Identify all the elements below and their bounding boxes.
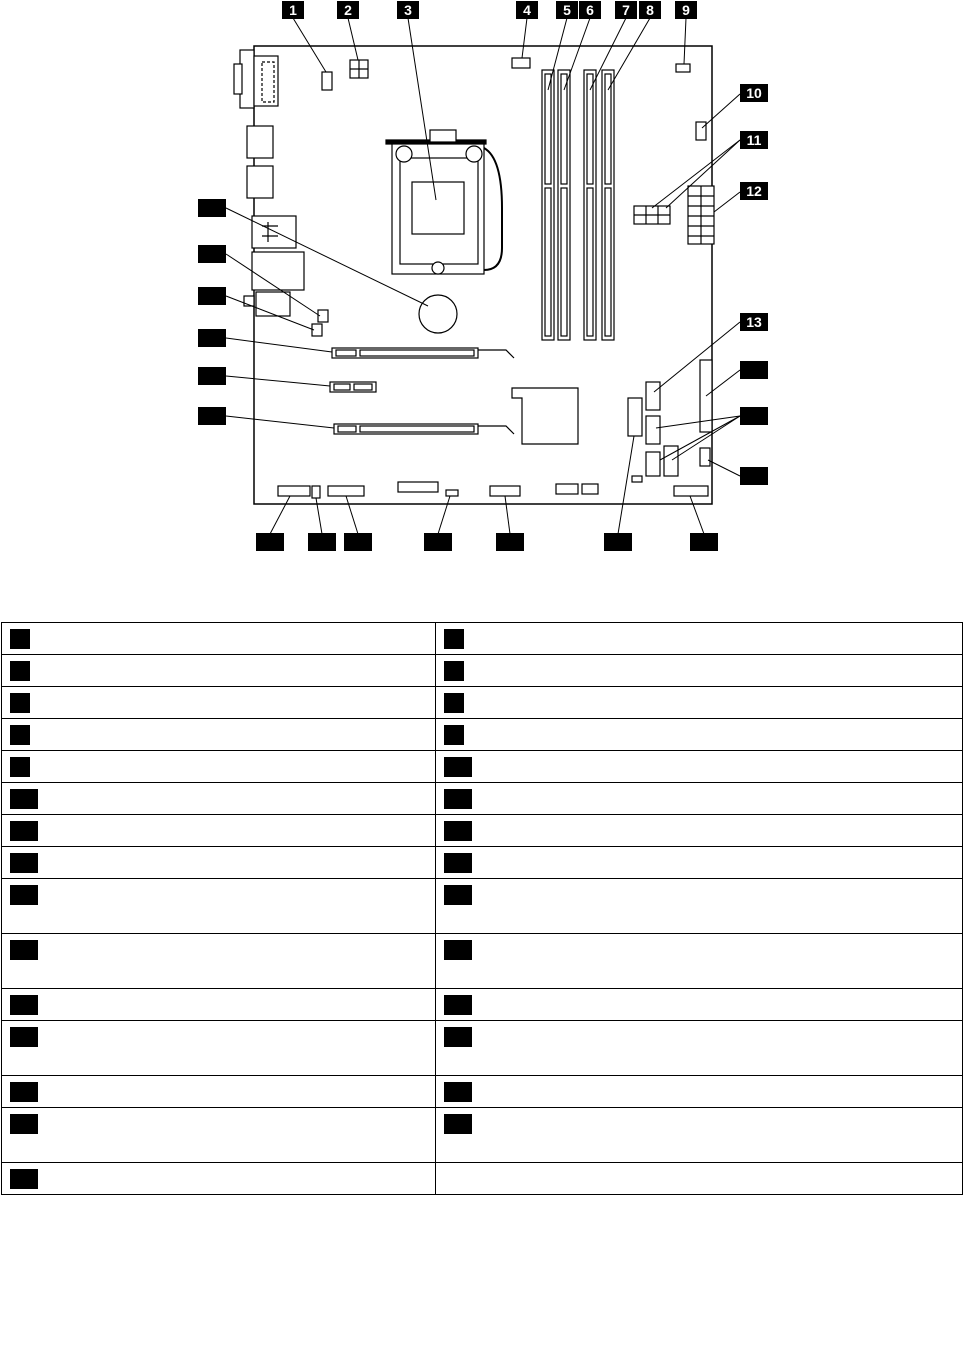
table-cell: [2, 687, 436, 719]
callout-badge: [198, 199, 226, 217]
table-row: [2, 1163, 963, 1195]
callout-number: [444, 789, 472, 809]
callout-label: 6: [586, 2, 594, 18]
callout-number: [10, 1114, 38, 1134]
table-row: [2, 719, 963, 751]
table-cell: [2, 1021, 436, 1076]
table-cell: [2, 1108, 436, 1163]
table-cell: [2, 934, 436, 989]
callout-number: [10, 940, 38, 960]
callout-badge: [740, 407, 768, 425]
callout-number: [10, 885, 38, 905]
callout-label: 3: [404, 2, 412, 18]
table-cell: [436, 1108, 963, 1163]
callout-badge: [740, 467, 768, 485]
callout-number: [444, 940, 472, 960]
callout-number: [10, 757, 30, 777]
callouts-left: [198, 199, 226, 425]
table-cell: [2, 719, 436, 751]
callout-label: 10: [746, 85, 762, 101]
table-cell: [2, 751, 436, 783]
callout-badge: [690, 533, 718, 551]
callout-number: [10, 1082, 38, 1102]
empty-table-cell: [436, 1163, 963, 1195]
table-cell: [436, 847, 963, 879]
callout-number: [10, 661, 30, 681]
table-row: [2, 1076, 963, 1108]
callout-number: [10, 821, 38, 841]
table-cell: [2, 623, 436, 655]
callout-badge: [198, 245, 226, 263]
table-row: [2, 815, 963, 847]
callout-label: 11: [746, 132, 762, 148]
table-row: [2, 783, 963, 815]
table-row: [2, 934, 963, 989]
callouts-right: [740, 84, 768, 485]
callouts-top: [282, 1, 697, 19]
callout-number: [444, 885, 472, 905]
callout-number: [10, 693, 30, 713]
callout-label: 4: [523, 2, 531, 18]
callout-badge: [424, 533, 452, 551]
table-row: [2, 1108, 963, 1163]
callout-number: [444, 853, 472, 873]
callout-number: [10, 629, 30, 649]
callout-number: [10, 725, 30, 745]
callout-label: 7: [622, 2, 630, 18]
table-row: [2, 847, 963, 879]
callout-badge: [740, 361, 768, 379]
callout-number: [10, 853, 38, 873]
table-cell: [436, 815, 963, 847]
motherboard-diagram: [0, 0, 965, 560]
callout-label: 13: [746, 314, 762, 330]
table-cell: [436, 1076, 963, 1108]
table-cell: [2, 1163, 436, 1195]
table-cell: [436, 1021, 963, 1076]
callout-badge: [198, 367, 226, 385]
callout-label: 9: [682, 2, 690, 18]
callout-label: 5: [563, 2, 571, 18]
table-cell: [436, 879, 963, 934]
table-cell: [2, 655, 436, 687]
callout-number: [444, 995, 472, 1015]
table-cell: [436, 989, 963, 1021]
table-row: [2, 751, 963, 783]
callout-badge: [198, 287, 226, 305]
table-cell: [436, 783, 963, 815]
table-cell: [436, 655, 963, 687]
table-row: [2, 879, 963, 934]
table-row: [2, 623, 963, 655]
callouts-bottom: [256, 533, 718, 551]
table-cell: [2, 989, 436, 1021]
table-cell: [2, 879, 436, 934]
motherboard-outline: [254, 46, 712, 504]
callout-number: [444, 725, 464, 745]
callout-number: [10, 1027, 38, 1047]
callout-badge: [308, 533, 336, 551]
table-cell: [436, 751, 963, 783]
callout-label: 12: [746, 183, 762, 199]
callout-number: [444, 821, 472, 841]
component-callout-table: [1, 622, 963, 1195]
callout-number: [444, 693, 464, 713]
callout-number: [444, 629, 464, 649]
table-row: [2, 655, 963, 687]
callout-number: [10, 1169, 38, 1189]
table-cell: [2, 847, 436, 879]
table-cell: [2, 1076, 436, 1108]
callout-number: [444, 1082, 472, 1102]
callout-label: 2: [344, 2, 352, 18]
table-row: [2, 1021, 963, 1076]
table-cell: [2, 815, 436, 847]
callout-number: [444, 1027, 472, 1047]
callout-badge: [496, 533, 524, 551]
callout-badge: [604, 533, 632, 551]
table-cell: [436, 687, 963, 719]
callout-badge: [198, 407, 226, 425]
table-cell: [2, 783, 436, 815]
callout-badge: [344, 533, 372, 551]
table-cell: [436, 719, 963, 751]
table-cell: [436, 623, 963, 655]
callout-label: 1: [289, 2, 297, 18]
callout-number: [10, 995, 38, 1015]
callout-number: [444, 661, 464, 681]
table-cell: [436, 934, 963, 989]
callout-badge: [256, 533, 284, 551]
callout-number: [444, 757, 472, 777]
table-row: [2, 687, 963, 719]
callout-number: [444, 1114, 472, 1134]
callout-label: 8: [646, 2, 654, 18]
table-row: [2, 989, 963, 1021]
callout-badge: [198, 329, 226, 347]
callout-number: [10, 789, 38, 809]
